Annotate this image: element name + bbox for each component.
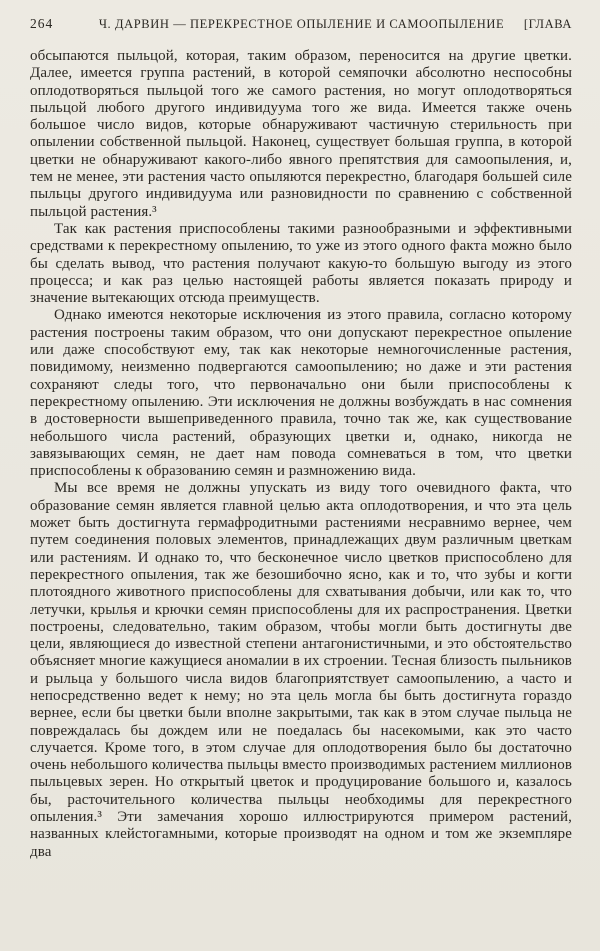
body-paragraph: Однако имеются некоторые исключения из этого правила, согласно которому растения построены таким образом, что они допускают перекрестное опыление или даже способствуют ему, так как некоторые немногочисленные растения, повидимому, неизменно подвергаются самоопылению; но даже и эти растения сохраняют следы того, что первоначально они были приспособлены к перекрестному опылению. Эти исключения не должны возбуждать в нас сомнения в достоверности вышеприведенного правила, точно так же, как существование небольшого числа растений, образующих цветки и, однако, никогда не завязывающих семян, не дает нам повода сомневаться в том, что цветки приспособлены к образованию семян и размножению вида.	[30, 307, 572, 480]
body-paragraph: Мы все время не должны упускать из виду того очевидного факта, что образование семян является главной целью акта оплодотворения, и что эта цель может быть достигнута гермафродитными растениями несравнимо вернее, чем путем соединения половых элементов, принадлежащих двум различным цветкам или растениям. И однако то, что бесконечное число цветков приспособлено для перекрестного опыления, так же безошибочно ясно, как и то, что зубы и когти плотоядного животного приспособлены для схватывания добычи, или как то, что летучки, крылья и крючки семян приспособлены для их распространения. Цветки построены, следовательно, таким образом, чтобы могли быть достигнуты две цели, являющиеся до известной степени антагонистичными, и это обстоятельство объясняет многие кажущиеся аномалии в их строении. Тесная близость пыльников и рыльца у большого числа видов благоприятствует самоопылению, а часто и непосредственно ведет к нему; но эта цель могла бы быть достигнута гораздо вернее, если бы цветки были вполне закрытыми, так как в этом случае пыльца не повреждалась бы дождем или не поедалась бы насекомыми, как это часто случается. Кроме того, в этом случае для оплодотворения было бы достаточно очень небольшого количества пыльцы вместо производимых растением миллионов пыльцевых зерен. Но открытый цветок и продуцирование большого и, казалось бы, расточительного количества пыльцы необходимы для перекрестного опыления.³ Эти замечания хорошо иллюстрируются примером растений, названных клейстогамными, которые производят на одном и том же экземпляре два	[30, 480, 572, 860]
body-paragraph: Так как растения приспособлены такими разнообразными и эффективными средствами к перекрестному опылению, то уже из этого одного факта можно было бы сделать вывод, что растения получают какую-то большую выгоду из этого процесса; и как раз целью настоящей работы является показать природу и значение вытекающих отсюда преимуществ.	[30, 220, 572, 307]
page-number: 264	[30, 16, 54, 31]
page-body	[30, 48, 572, 861]
running-title: Ч. ДАРВИН — ПЕРЕКРЕСТНОЕ ОПЫЛЕНИЕ И САМООПЫЛЕНИЕ	[98, 17, 505, 31]
chapter-marker: [ГЛАВА	[523, 17, 572, 31]
body-paragraph: обсыпаются пыльцой, которая, таким образом, переносится на другие цветки. Далее, имеется группа растений, в которой семяпочки абсолютно неспособны оплодотворяться пыльцой того же самого растения, но могут оплодотворяться пыльцой любого другого индивидуума того же вида. Имеется также очень большое число видов, которые обнаруживают частичную стерильность при опылении собственной пыльцой. Наконец, существует большая группа, в которой цветки не обнаруживают какого-либо явного препятствия для самоопыления, и, тем не менее, эти растения часто опыляются перекрестно, благодаря большей силе пыльцы другого индивидуума или разновидности по сравнению с собственной пыльцой растения.³	[30, 48, 572, 220]
page-header	[30, 16, 572, 32]
